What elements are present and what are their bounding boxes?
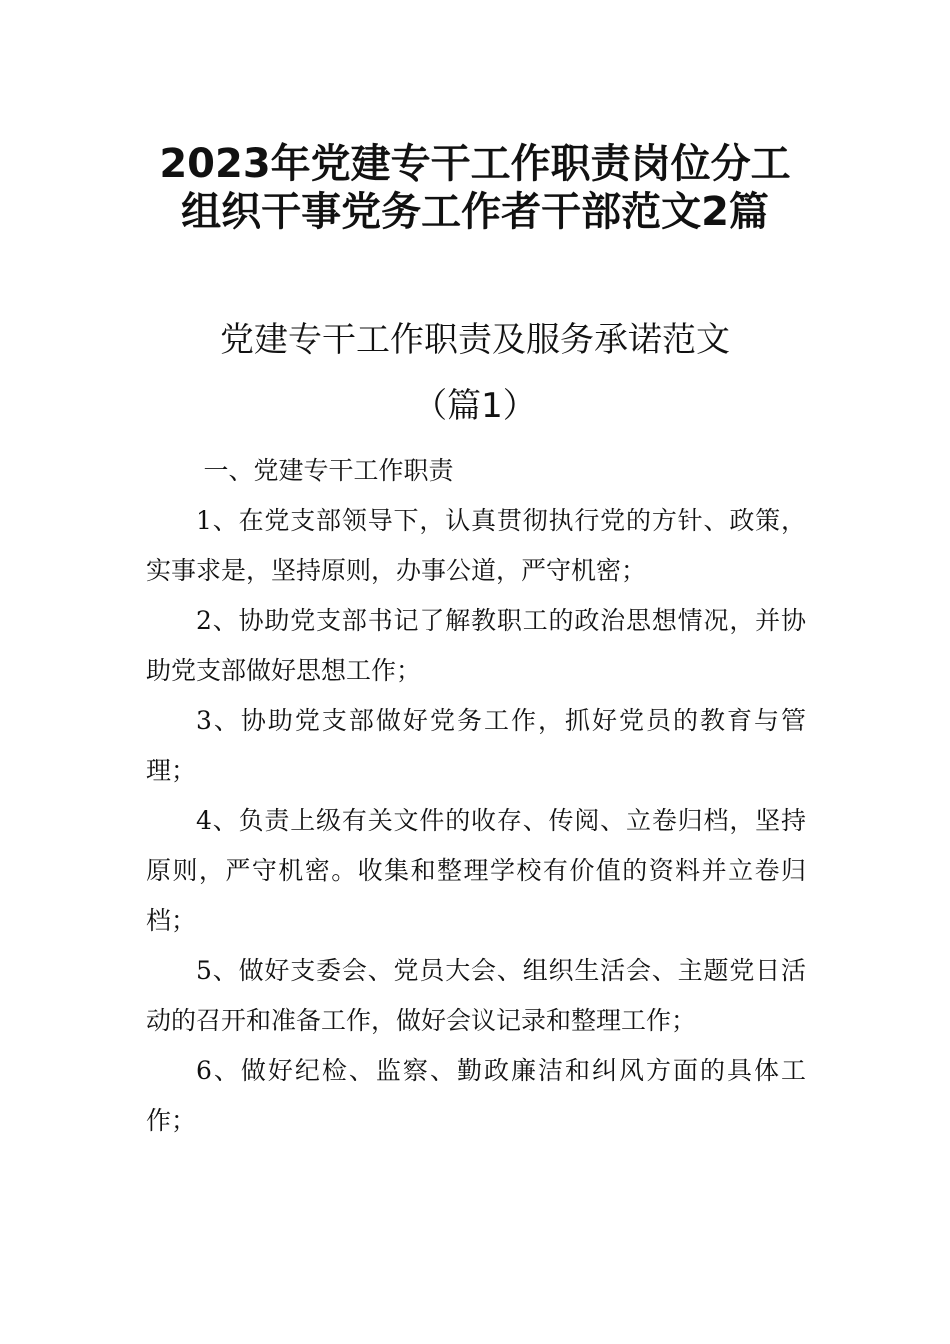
section-heading: 一、党建专干工作职责 bbox=[203, 456, 454, 485]
list-item: 4、负责上级有关文件的收存、传阅、立卷归档，坚持原则，严守机密。收集和整理学校有价值的资料并立卷归档； bbox=[146, 806, 806, 935]
list-item: 2、协助党支部书记了解教职工的政治思想情况，并协助党支部做好思想工作； bbox=[146, 606, 806, 685]
list-item: 5、做好支委会、党员大会、组织生活会、主题党日活动的召开和准备工作，做好会议记录和整理工作； bbox=[146, 956, 806, 1035]
list-item: 6、做好纪检、监察、勤政廉洁和纠风方面的具体工作； bbox=[146, 1056, 806, 1135]
list-item: 3、协助党支部做好党务工作，抓好党员的教育与管理； bbox=[146, 706, 806, 785]
document-subtitle: 党建专干工作职责及服务承诺范文 bbox=[220, 320, 730, 360]
list-item: 1、在党支部领导下，认真贯彻执行党的方针、政策，实事求是，坚持原则，办事公道，严守机密； bbox=[146, 506, 806, 585]
document-body bbox=[146, 446, 806, 1146]
part-label: （篇1） bbox=[413, 386, 537, 426]
document-title: 2023年党建专干工作职责岗位分工组织干事党务工作者干部范文2篇 bbox=[159, 141, 791, 235]
